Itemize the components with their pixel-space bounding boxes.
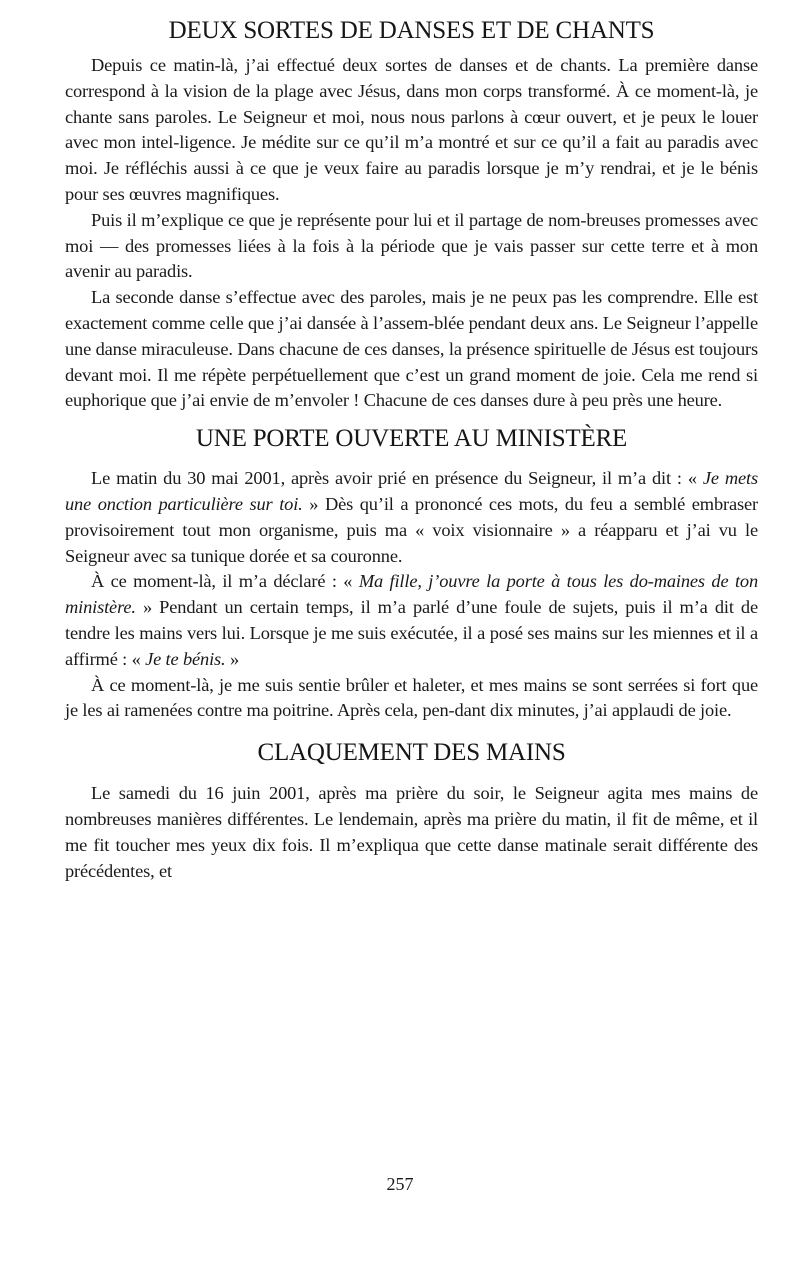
- paragraph: À ce moment-là, je me suis sentie brûler et haleter, et mes mains se sont serrées si fort que je les ai ramenées contre ma poitrine. Après cela, pen-dant dix minutes, j’ai applaudi de joie.: [65, 674, 758, 721]
- paragraph: [65, 569, 758, 672]
- section-heading: CLAQUEMENT DES MAINS: [257, 739, 566, 767]
- text-run: À ce moment-là, il m’a déclaré : «: [91, 571, 359, 592]
- text-run: » Dès qu’il a prononcé ces mots, du feu a semblé embraser provisoirement tout mon organisme, puis ma « voix visionnaire » a réapparu et j’ai vu le Seigneur avec sa tunique dorée et sa couronne.: [65, 493, 758, 566]
- text-run: »: [225, 648, 239, 669]
- paragraph: Puis il m’explique ce que je représente pour lui et il partage de nom-breuses promesses avec moi — des promesses liées à la fois à la période que je vais passer sur cette terre et à mon avenir au paradis.: [65, 209, 758, 282]
- page-number: 257: [386, 1174, 414, 1194]
- text-run: Le matin du 30 mai 2001, après avoir prié en présence du Seigneur, il m’a dit : «: [91, 468, 703, 489]
- quote-italic: Ma fille, j’ouvre la porte à tous les do-maines de ton ministère.: [65, 571, 758, 618]
- paragraph: Le samedi du 16 juin 2001, après ma prière du soir, le Seigneur agita mes mains de nombreuses manières différentes. Le lendemain, après ma prière du matin, il fit de même, et il me fit toucher mes yeux dix fois. Il m’expliqua que cette danse matinale serait différente des précédentes, et: [65, 783, 758, 881]
- text-run: » Pendant un certain temps, il m’a parlé d’une foule de sujets, puis il m’a dit de tendre les mains vers lui. Lorsque je me suis exécutée, il a posé ses mains sur les miennes et il a affirmé : «: [65, 597, 758, 669]
- section-heading: DEUX SORTES DE DANSES ET DE CHANTS: [168, 17, 655, 44]
- paragraph: [65, 466, 758, 569]
- section-porte-ouverte: [65, 422, 758, 724]
- quote-italic: Je te bénis.: [145, 648, 226, 669]
- paragraph: Depuis ce matin-là, j’ai effectué deux sortes de danses et de chants. La première danse correspond à la vision de la plage avec Jésus, dans mon corps transformé. À ce moment-là, je chante sans paroles. Le Seigneur et moi, nous nous parlons à cœur ouvert, et je peux le louer avec mon intel-ligence. Je médite sur ce qu’il m’a montré et sur ce qu’il a fait au paradis avec moi. Je réfléchis aussi à ce que je veux faire au paradis lorsque je m’y rendrai, et je le bénis pour ses œuvres magnifiques.: [65, 55, 758, 204]
- section-claquement: [65, 736, 758, 884]
- section-deux-sortes: [65, 14, 758, 414]
- paragraph: La seconde danse s’effectue avec des paroles, mais je ne peux pas les comprendre. Elle est exactement comme celle que j’ai dansée à l’assem-blée pendant deux ans. Le Seigneur l’appelle une danse miraculeuse. Dans chacune de ces danses, la présence spirituelle de Jésus est toujours devant moi. Il me répète perpétuellement que c’est un grand moment de joie. Cela me rend si euphorique que j’ai envie de m’envoler ! Chacune de ces danses dure à peu près une heure.: [65, 287, 758, 411]
- quote-italic: Je mets une onction particulière sur toi.: [65, 468, 758, 514]
- book-page: [65, 14, 758, 884]
- section-heading: UNE PORTE OUVERTE AU MINISTÈRE: [195, 425, 628, 453]
